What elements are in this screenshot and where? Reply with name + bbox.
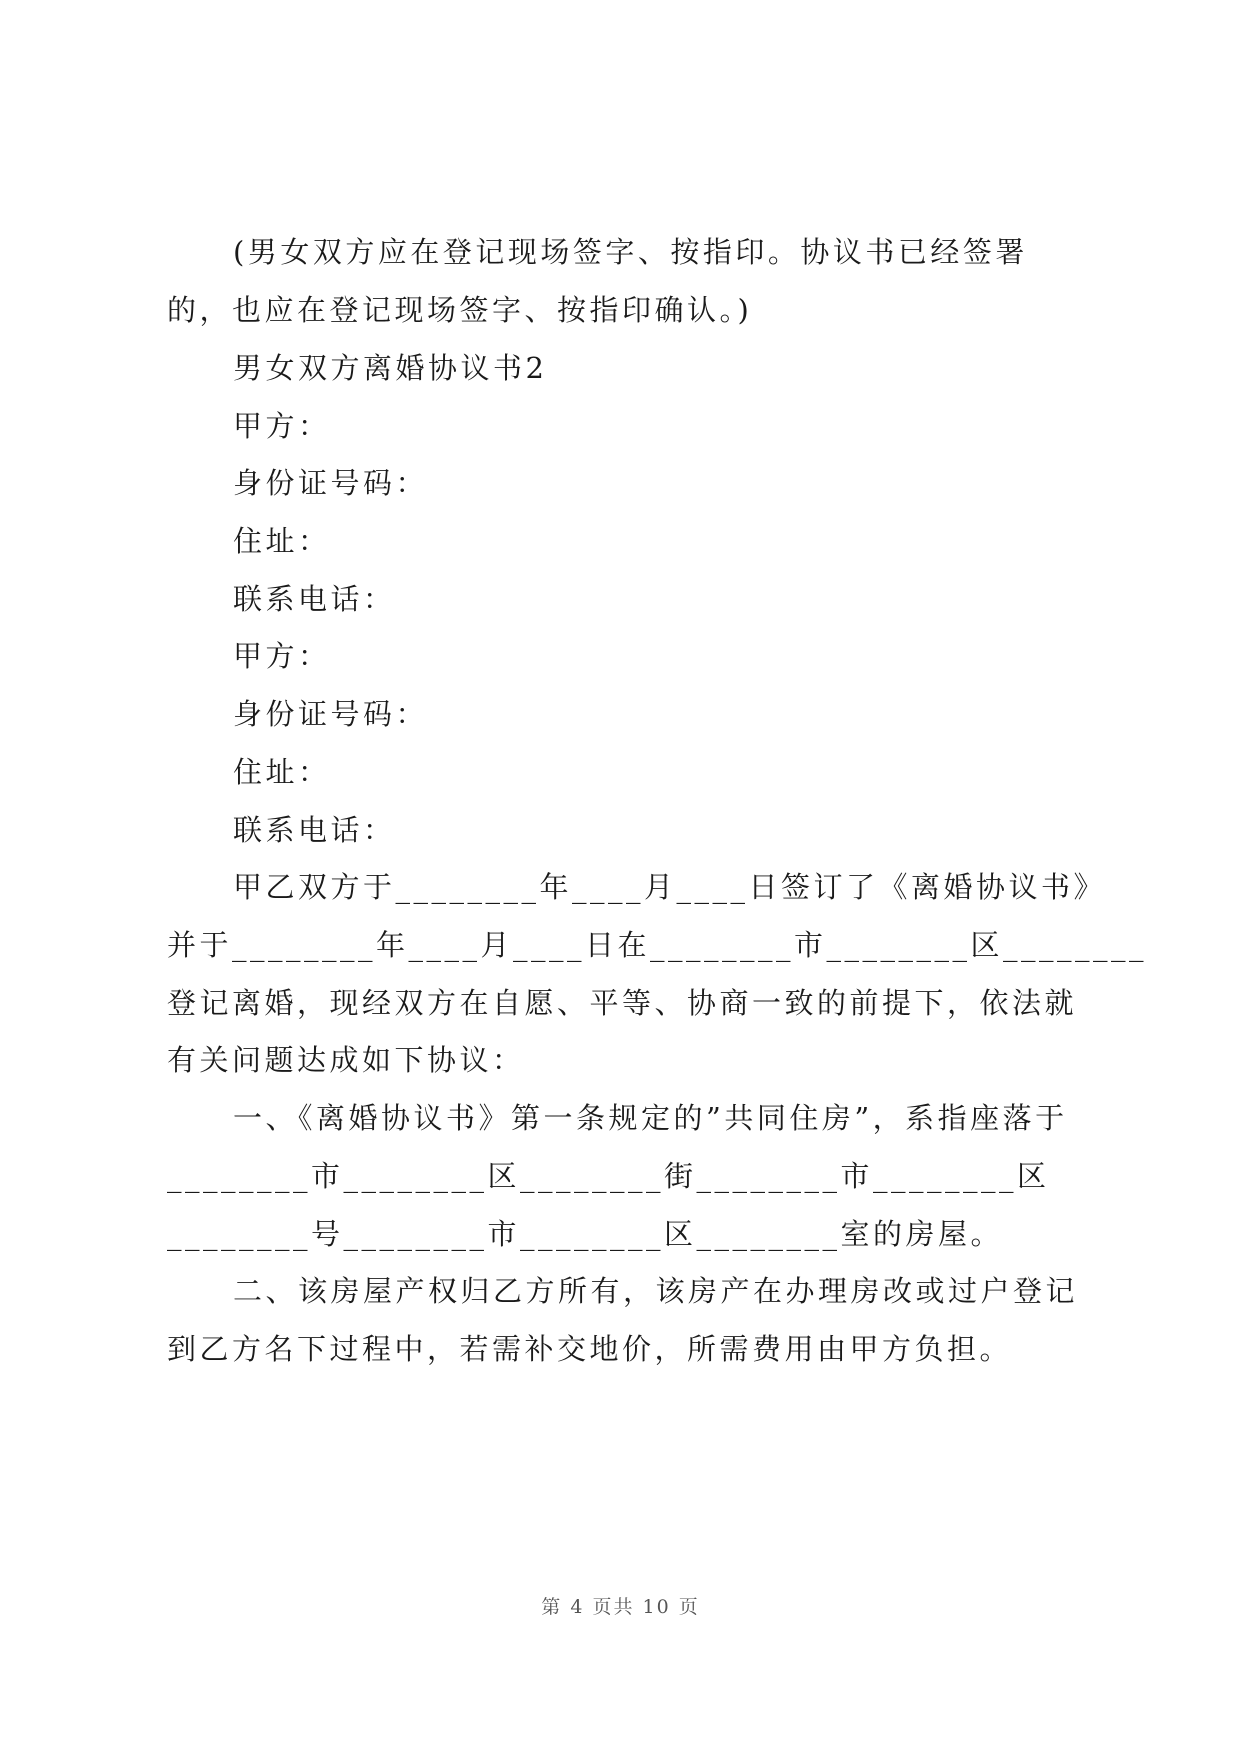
clause-1-line-1: 一、《离婚协议书》第一条规定的”共同住房”，系指座落于: [233, 1101, 1068, 1135]
party-b-label: 甲方：: [233, 639, 331, 673]
intro-line-2: 并于________年____月____日在________市________区________: [167, 928, 1148, 962]
clause-1-line-2: ________市________区________街________市________区: [167, 1159, 1050, 1193]
clause-2-line-2: 到乙方名下过程中，若需补交地价，所需费用由甲方负担。: [167, 1332, 1013, 1366]
clause-1-line-3: ________号________市________区________室的房屋。: [167, 1217, 1004, 1251]
party-b-id-label: 身份证号码：: [233, 697, 429, 731]
intro-line-3: 登记离婚，现经双方在自愿、平等、协商一致的前提下，依法就: [167, 986, 1078, 1020]
party-b-address-label: 住址：: [233, 755, 331, 789]
intro-line-1: 甲乙双方于________年____月____日签订了《离婚协议书》: [233, 870, 1107, 904]
clause-2-line-1: 二、该房屋产权归乙方所有，该房产在办理房改或过户登记: [233, 1274, 1079, 1308]
party-a-id-label: 身份证号码：: [233, 466, 429, 500]
party-b-phone-label: 联系电话：: [233, 813, 396, 847]
party-a-address-label: 住址：: [233, 524, 331, 558]
section-title: 男女双方离婚协议书2: [233, 351, 548, 385]
note-line-1: (男女双方应在登记现场签字、按指印。协议书已经签署: [233, 235, 1028, 269]
intro-line-4: 有关问题达成如下协议：: [167, 1043, 525, 1077]
party-a-label: 甲方：: [233, 409, 331, 443]
party-a-phone-label: 联系电话：: [233, 582, 396, 616]
page-number: 第 4 页共 10 页: [541, 1596, 700, 1618]
note-line-2: 的，也应在登记现场签字、按指印确认。): [167, 293, 753, 327]
